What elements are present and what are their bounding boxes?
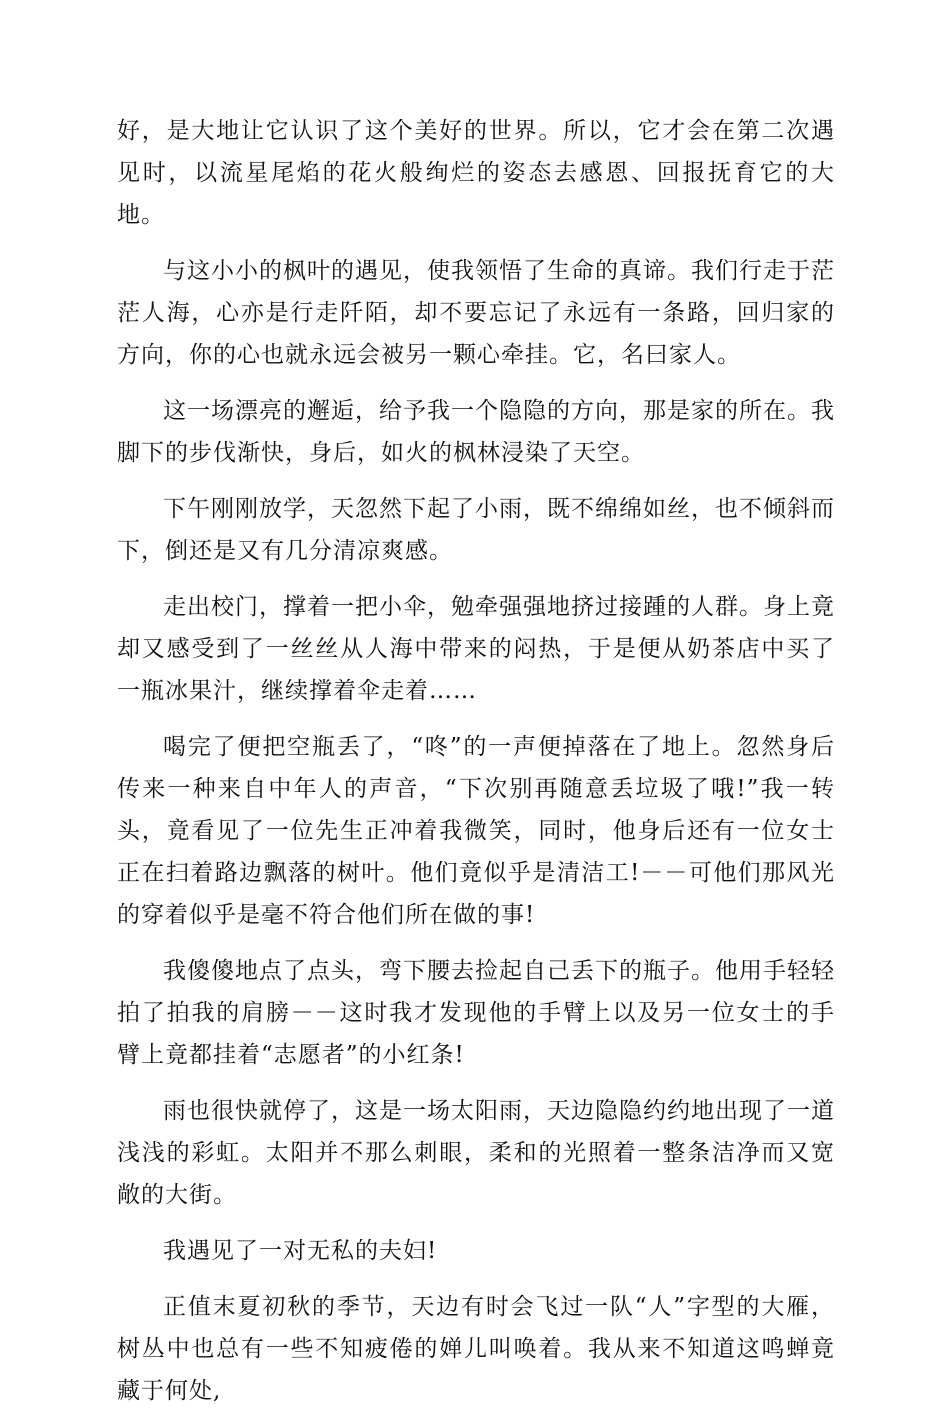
paragraph-10: 正值末夏初秋的季节，天边有时会飞过一队“人”字型的大雁，树丛中也总有一些不知疲倦的婵儿叫唤着。我从来不知道这鸣蝉竟藏于何处, [117, 1294, 835, 1404]
paragraph-9: 我遇见了一对无私的夫妇! [163, 1238, 438, 1264]
paragraph-5: 走出校门，撑着一把小伞，勉牵强强地挤过接踵的人群。身上竟却又感受到了一丝丝从人海中带来的闷热，于是便从奶茶店中买了一瓶冰果汁，继续撑着伞走着…… [117, 594, 835, 704]
paragraph-1: 好，是大地让它认识了这个美好的世界。所以，它才会在第二次遇见时，以流星尾焰的花火般绚烂的姿态去感恩、回报抚育它的大地。 [117, 118, 835, 228]
paragraph-2: 与这小小的枫叶的遇见，使我领悟了生命的真谛。我们行走于茫茫人海，心亦是行走阡陌，却不要忘记了永远有一条路，回归家的方向，你的心也就永远会被另一颗心牵挂。它，名曰家人。 [117, 258, 835, 368]
paragraph-6: 喝完了便把空瓶丢了，“咚”的一声便掉落在了地上。忽然身后传来一种来自中年人的声音，“下次别再随意丢垃圾了哦!”我一转头，竟看见了一位先生正冲着我微笑，同时，他身后还有一位女士正在扫着路边飘落的树叶。他们竟似乎是清洁工!－－可他们那风光的穿着似乎是毫不符合他们所在做的事! [117, 734, 835, 928]
paragraph-7: 我傻傻地点了点头，弯下腰去捡起自己丢下的瓶子。他用手轻轻拍了拍我的肩膀－－这时我才发现他的手臂上以及另一位女士的手臂上竟都挂着“志愿者”的小红条! [117, 958, 835, 1068]
paragraph-8: 雨也很快就停了，这是一场太阳雨，天边隐隐约约地出现了一道浅浅的彩虹。太阳并不那么刺眼，柔和的光照着一整条洁净而又宽敞的大街。 [117, 1098, 835, 1208]
paragraph-3: 这一场漂亮的邂逅，给予我一个隐隐的方向，那是家的所在。我脚下的步伐渐快，身后，如火的枫林浸染了天空。 [117, 398, 835, 466]
paragraph-4: 下午刚刚放学，天忽然下起了小雨，既不绵绵如丝，也不倾斜而下，倒还是又有几分清凉爽感。 [117, 496, 835, 564]
